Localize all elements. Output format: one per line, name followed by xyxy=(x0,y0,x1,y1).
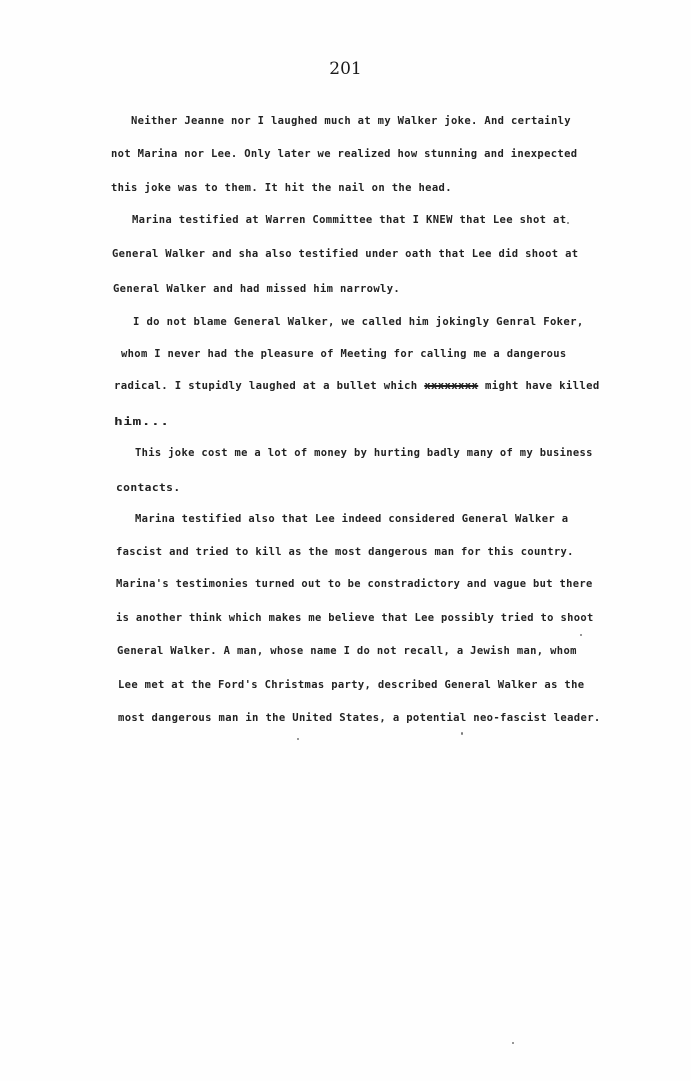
text-line: him... xyxy=(114,416,170,428)
text-line: most dangerous man in the United States, a potential neo-fascist leader. xyxy=(118,712,601,724)
text-line: Marina testified also that Lee indeed considered General Walker a xyxy=(135,513,569,525)
text-line: General Walker and sha also testified under oath that Lee did shoot at xyxy=(112,248,579,260)
text-line-with-strikeout xyxy=(114,380,600,392)
text-line: not Marina nor Lee. Only later we realized how stunning and inexpected xyxy=(111,148,578,160)
scan-speck xyxy=(580,634,582,636)
text-line: This joke cost me a lot of money by hurting badly many of my business xyxy=(135,447,593,459)
text-line: contacts. xyxy=(116,482,181,494)
struck-out-text: xxxxxxxx xyxy=(424,380,479,392)
text-line: I do not blame General Walker, we called him jokingly Genral Foker, xyxy=(133,316,584,328)
scan-speck xyxy=(461,732,463,735)
text-line: Lee met at the Ford's Christmas party, described General Walker as the xyxy=(118,679,585,691)
scan-speck xyxy=(512,1042,514,1044)
text-line: General Walker. A man, whose name I do not recall, a Jewish man, whom xyxy=(117,645,577,657)
text-segment: radical. I stupidly laughed at a bullet which xyxy=(114,380,425,392)
text-line: fascist and tried to kill as the most dangerous man for this country. xyxy=(116,546,574,558)
text-line: Marina testified at Warren Committee that I KNEW that Lee shot at xyxy=(132,214,567,226)
text-segment: might have killed xyxy=(478,380,600,392)
page-number: 201 xyxy=(329,59,362,79)
text-line: Neither Jeanne nor I laughed much at my Walker joke. And certainly xyxy=(131,115,571,127)
scan-speck xyxy=(567,222,569,224)
text-line: General Walker and had missed him narrowly. xyxy=(113,283,401,295)
text-line: is another think which makes me believe that Lee possibly tried to shoot xyxy=(116,612,594,624)
text-line: Marina's testimonies turned out to be constradictory and vague but there xyxy=(116,578,593,590)
text-line: this joke was to them. It hit the nail on the head. xyxy=(111,182,452,194)
scan-speck xyxy=(297,738,299,740)
text-line: whom I never had the pleasure of Meeting for calling me a dangerous xyxy=(121,348,567,360)
